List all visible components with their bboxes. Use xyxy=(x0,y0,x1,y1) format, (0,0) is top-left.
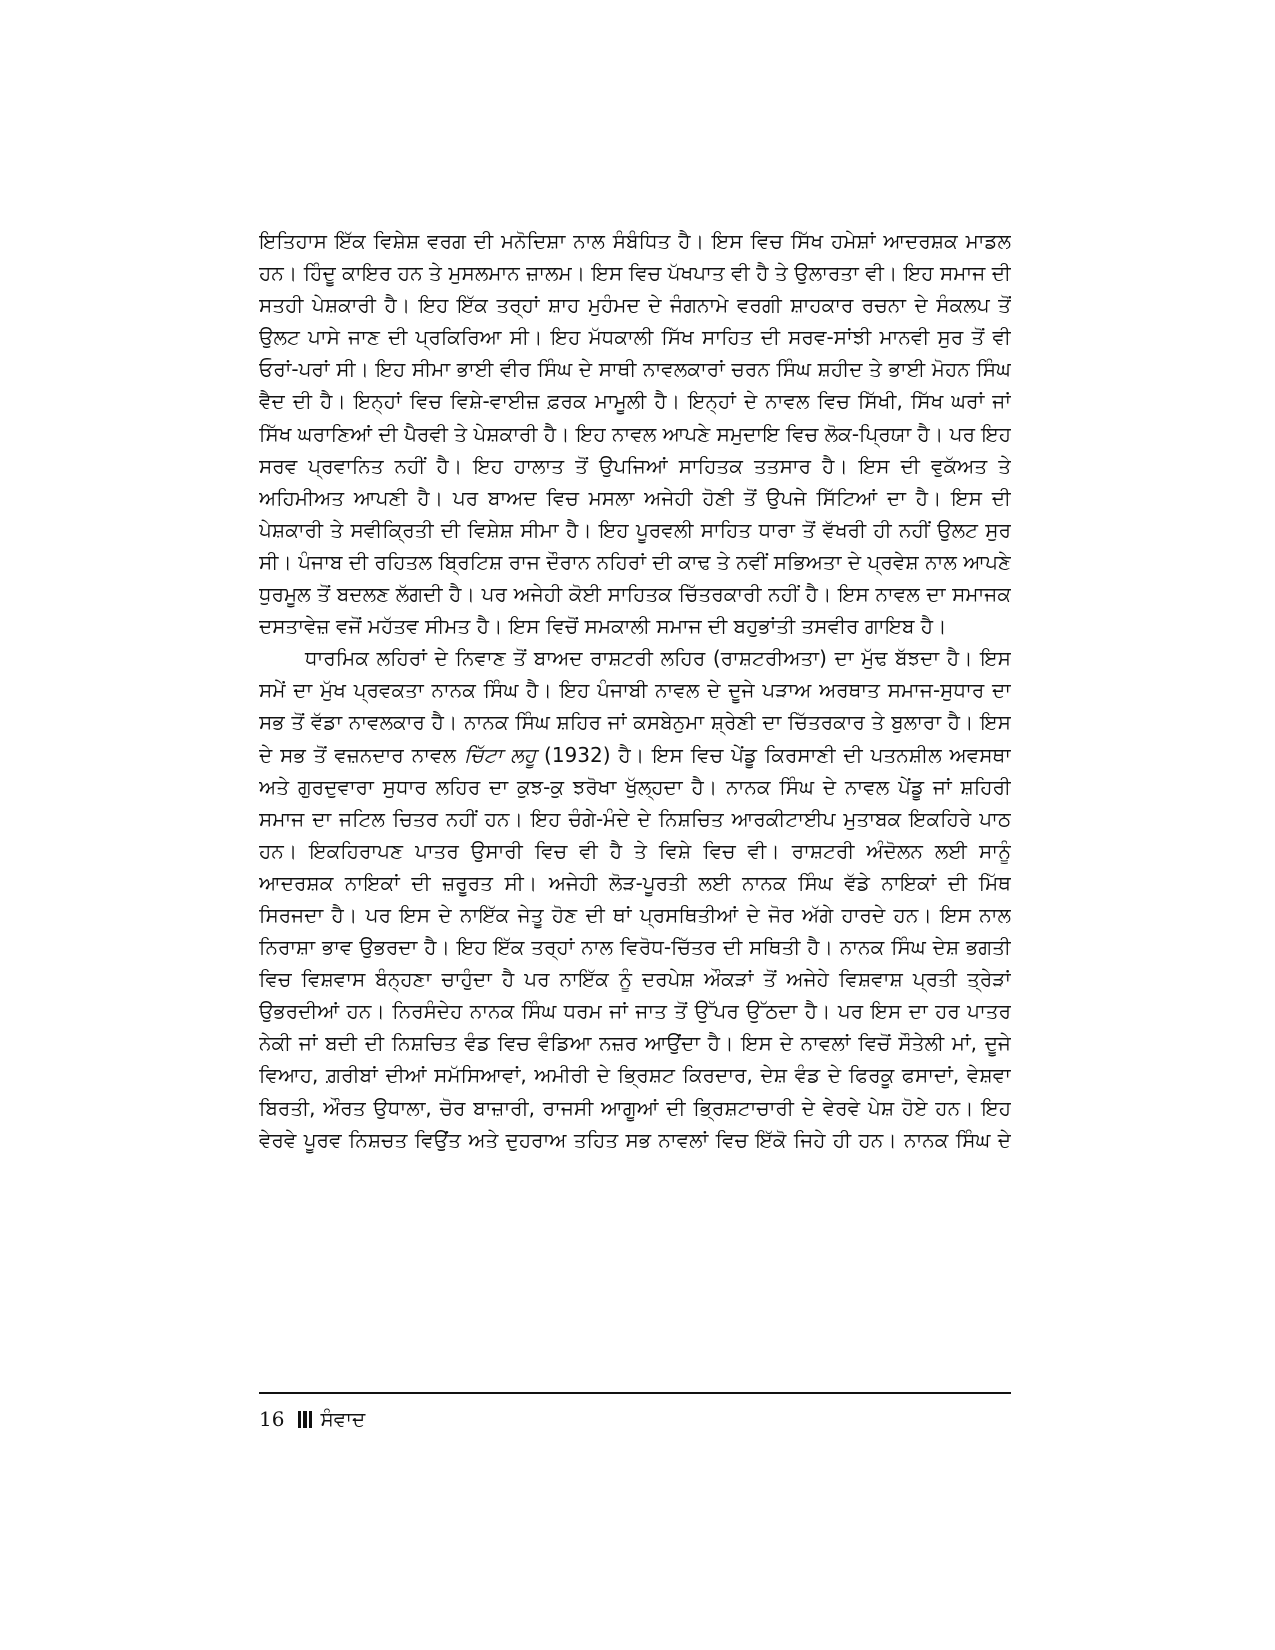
footer-rule xyxy=(259,1392,1011,1394)
novel-title: ਚਿੱਟਾ ਲਹੂ xyxy=(463,742,537,767)
body-paragraph-1: ਇਤਿਹਾਸ ਇੱਕ ਵਿਸ਼ੇਸ਼ ਵਰਗ ਦੀ ਮਨੋਦਿਸ਼ਾ ਨਾਲ ਸੰਬੰਧਿਤ ਹੈ। ਇਸ ਵਿਚ ਸਿੱਖ ਹਮੇਸ਼ਾਂ ਆਦਰਸ਼ਕ ਮਾਡਲ ਹਨ। ਹਿੰਦੂ ਕਾਇਰ ਹਨ ਤੇ ਮੁਸਲਮਾਨ ਜ਼ਾਲਮ। ਇਸ ਵਿਚ ਪੱਖਪਾਤ ਵੀ ਹੈ ਤੇ ਉਲਾਰਤਾ ਵੀ। ਇਹ ਸਮਾਜ ਦੀ ਸਤਹੀ ਪੇਸ਼ਕਾਰੀ ਹੈ। ਇਹ ਇੱਕ ਤਰ੍ਹਾਂ ਸ਼ਾਹ ਮੁਹੰਮਦ ਦੇ ਜੰਗਨਾਮੇ ਵਰਗੀ ਸ਼ਾਹਕਾਰ ਰਚਨਾ ਦੇ ਸੰਕਲਪ ਤੋਂ ਉਲਟ ਪਾਸੇ ਜਾਣ ਦੀ ਪ੍ਰਕਿਰਿਆ ਸੀ। ਇਹ ਮੱਧਕਾਲੀ ਸਿੱਖ ਸਾਹਿਤ ਦੀ ਸਰਵ-ਸਾਂਝੀ ਮਾਨਵੀ ਸੁਰ ਤੋਂ ਵੀ ਓਰਾਂ-ਪਰਾਂ ਸੀ। ਇਹ ਸੀਮਾ ਭਾਈ ਵੀਰ ਸਿੰਘ ਦੇ ਸਾਥੀ ਨਾਵਲਕਾਰਾਂ ਚਰਨ ਸਿੰਘ ਸ਼ਹੀਦ ਤੇ ਭਾਈ ਮੋਹਨ ਸਿੰਘ ਵੈਦ ਦੀ ਹੈ। ਇਨ੍ਹਾਂ ਵਿਚ ਵਿਸ਼ੇ-ਵਾਈਜ਼ ਫ਼ਰਕ ਮਾਮੂਲੀ ਹੈ। ਇਨ੍ਹਾਂ ਦੇ ਨਾਵਲ ਵਿਚ ਸਿੱਖੀ, ਸਿੱਖ ਘਰਾਂ ਜਾਂ ਸਿੱਖ ਘਰਾਣਿਆਂ ਦੀ ਪੈਰਵੀ ਤੇ ਪੇਸ਼ਕਾਰੀ ਹੈ। ਇਹ ਨਾਵਲ ਆਪਣੇ ਸਮੁਦਾਇ ਵਿਚ ਲੋਕ-ਪ੍ਰਿਯਾ ਹੈ। ਪਰ ਇਹ ਸਰਵ ਪ੍ਰਵਾਨਿਤ ਨਹੀਂ ਹੈ। ਇਹ ਹਾਲਾਤ ਤੋਂ ਉਪਜਿਆਂ ਸਾਹਿਤਕ ਤਤਸਾਰ ਹੈ। ਇਸ ਦੀ ਵੁਕੱਅਤ ਤੇ ਅਹਿਮੀਅਤ ਆਪਣੀ ਹੈ। ਪਰ ਬਾਅਦ ਵਿਚ ਮਸਲਾ ਅਜੇਹੀ ਹੋਣੀ ਤੋਂ ਉਪਜੇ ਸਿੱਟਿਆਂ ਦਾ ਹੈ। ਇਸ ਦੀ ਪੇਸ਼ਕਾਰੀ ਤੇ ਸਵੀਕ੍ਰਿਤੀ ਦੀ ਵਿਸ਼ੇਸ਼ ਸੀਮਾ ਹੈ। ਇਹ ਪੂਰਵਲੀ ਸਾਹਿਤ ਧਾਰਾ ਤੋਂ ਵੱਖਰੀ ਹੀ ਨਹੀਂ ਉਲਟ ਸੁਰ ਸੀ। ਪੰਜਾਬ ਦੀ ਰਹਿਤਲ ਬ੍ਰਿਟਿਸ਼ ਰਾਜ ਦੌਰਾਨ ਨਹਿਰਾਂ ਦੀ ਕਾਢ ਤੇ ਨਵੀਂ ਸਭਿਅਤਾ ਦੇ ਪ੍ਰਵੇਸ਼ ਨਾਲ ਆਪਣੇ ਧੁਰਮੂਲ ਤੋਂ ਬਦਲਣ ਲੱਗਦੀ ਹੈ। ਪਰ ਅਜੇਹੀ ਕੋਈ ਸਾਹਿਤਕ ਚਿੱਤਰਕਾਰੀ ਨਹੀਂ ਹੈ। ਇਸ ਨਾਵਲ ਦਾ ਸਮਾਜਕ ਦਸਤਾਵੇਜ਼ ਵਜੋਂ ਮਹੱਤਵ ਸੀਮਤ ਹੈ। ਇਸ ਵਿਚੋਂ ਸਮਕਾਲੀ ਸਮਾਜ ਦੀ ਬਹੁਭਾਂਤੀ ਤਸਵੀਰ ਗਾਇਬ ਹੈ। xyxy=(259,229,1011,639)
page-footer xyxy=(259,1404,365,1434)
paragraph-2-text-start: ਧਾਰਮਿਕ ਲਹਿਰਾਂ ਦੇ ਨਿਵਾਣ ਤੋਂ ਬਾਅਦ ਰਾਸ਼ਟਰੀ ਲਹਿਰ (ਰਾਸ਼ਟਰੀਅਤਾ) ਦਾ ਮੁੱਢ ਬੱਝਦਾ ਹੈ। ਇਸ ਸਮੇਂ ਦਾ ਮੁੱਖ ਪ੍ਰਵਕਤਾ ਨਾਨਕ ਸਿੰਘ ਹੈ। ਇਹ ਪੰਜਾਬੀ ਨਾਵਲ ਦੇ ਦੂਜੇ ਪੜਾਅ ਅਰਥਾਤ ਸਮਾਜ-ਸੁਧਾਰ ਦਾ ਸਭ ਤੋਂ ਵੱਡਾ ਨਾਵਲਕਾਰ ਹੈ। ਨਾਨਕ ਸਿੰਘ ਸ਼ਹਿਰ ਜਾਂ ਕਸਬੇਨੁਮਾ ਸ਼੍ਰੇਣੀ ਦਾ ਚਿੱਤਰਕਾਰ ਤੇ ਬੁਲਾਰਾ ਹੈ। ਇਸ ਦੇ ਸਭ ਤੋਂ ਵਜ਼ਨਦਾਰ ਨਾਵਲ xyxy=(259,646,1011,767)
body-paragraph-2 xyxy=(259,642,1011,1156)
journal-name: ਸੰਵਾਦ xyxy=(320,1407,366,1431)
page-number: 16 xyxy=(259,1407,285,1431)
bars-icon xyxy=(298,1411,312,1428)
main-text xyxy=(259,225,1011,1375)
paragraph-2-text-end: (1932) ਹੈ। ਇਸ ਵਿਚ ਪੇਂਡੂ ਕਿਰਸਾਣੀ ਦੀ ਪਤਨਸ਼ੀਲ ਅਵਸਥਾ ਅਤੇ ਗੁਰਦੁਵਾਰਾ ਸੁਧਾਰ ਲਹਿਰ ਦਾ ਕੁਝ-ਕੁ ਝਰੋਖਾ ਖੁੱਲ੍ਹਦਾ ਹੈ। ਨਾਨਕ ਸਿੰਘ ਦੇ ਨਾਵਲ ਪੇਂਡੂ ਜਾਂ ਸ਼ਹਿਰੀ ਸਮਾਜ ਦਾ ਜਟਿਲ ਚਿਤਰ ਨਹੀਂ ਹਨ। ਇਹ ਚੰਗੇ-ਮੰਦੇ ਦੇ ਨਿਸ਼ਚਿਤ ਆਰਕੀਟਾਈਪ ਮੁਤਾਬਕ ਇਕਹਿਰੇ ਪਾਠ ਹਨ। ਇਕਹਿਰਾਪਣ ਪਾਤਰ ਉਸਾਰੀ ਵਿਚ ਵੀ ਹੈ ਤੇ ਵਿਸ਼ੇ ਵਿਚ ਵੀ। ਰਾਸ਼ਟਰੀ ਅੰਦੋਲਨ ਲਈ ਸਾਨੂੰ ਆਦਰਸ਼ਕ ਨਾਇਕਾਂ ਦੀ ਜ਼ਰੂਰਤ ਸੀ। ਅਜੇਹੀ ਲੋੜ-ਪੂਰਤੀ ਲਈ ਨਾਨਕ ਸਿੰਘ ਵੱਡੇ ਨਾਇਕਾਂ ਦੀ ਮਿੱਥ ਸਿਰਜਦਾ ਹੈ। ਪਰ ਇਸ ਦੇ ਨਾਇੱਕ ਜੇਤੂ ਹੋਣ ਦੀ ਥਾਂ ਪ੍ਰਸਥਿਤੀਆਂ ਦੇ ਜੋਰ ਅੱਗੇ ਹਾਰਦੇ ਹਨ। ਇਸ ਨਾਲ ਨਿਰਾਸ਼ਾ ਭਾਵ ਉਭਰਦਾ ਹੈ। ਇਹ ਇੱਕ ਤਰ੍ਹਾਂ ਨਾਲ ਵਿਰੋਧ-ਚਿੱਤਰ ਦੀ ਸਥਿਤੀ ਹੈ। ਨਾਨਕ ਸਿੰਘ ਦੇਸ਼ ਭਗਤੀ ਵਿਚ ਵਿਸ਼ਵਾਸ ਬੰਨ੍ਹਣਾ ਚਾਹੁੰਦਾ ਹੈ ਪਰ ਨਾਇੱਕ ਨੂੰ ਦਰਪੇਸ਼ ਔਕੜਾਂ ਤੋਂ ਅਜੇਹੇ ਵਿਸ਼ਵਾਸ਼ ਪ੍ਰਤੀ ਤ੍ਰੇੜਾਂ ਉਭਰਦੀਆਂ ਹਨ। ਨਿਰਸੰਦੇਹ ਨਾਨਕ ਸਿੰਘ ਧਰਮ ਜਾਂ ਜਾਤ ਤੋਂ ਉੱਪਰ ਉੱਠਦਾ ਹੈ। ਪਰ ਇਸ ਦਾ ਹਰ ਪਾਤਰ ਨੇਕੀ ਜਾਂ ਬਦੀ ਦੀ ਨਿਸ਼ਚਿਤ ਵੰਡ ਵਿਚ ਵੰਡਿਆ ਨਜ਼ਰ ਆਉਂਦਾ ਹੈ। ਇਸ ਦੇ ਨਾਵਲਾਂ ਵਿਚੋਂ ਸੌਤੇਲੀ ਮਾਂ, ਦੂਜੇ ਵਿਆਹ, ਗ਼ਰੀਬਾਂ ਦੀਆਂ ਸਮੱਸਿਆਵਾਂ, ਅਮੀਰੀ ਦੇ ਭ੍ਰਿਸ਼ਟ ਕਿਰਦਾਰ, ਦੇਸ਼ ਵੰਡ ਦੇ ਫਿਰਕੂ ਫਸਾਦਾਂ, ਵੇਸ਼ਵਾ ਬਿਰਤੀ, ਔਰਤ ਉਧਾਲਾ, ਚੋਰ ਬਾਜ਼ਾਰੀ, ਰਾਜਸੀ ਆਗੂਆਂ ਦੀ ਭ੍ਰਿਸ਼ਟਾਚਾਰੀ ਦੇ ਵੇਰਵੇ ਪੇਸ਼ ਹੋਏ ਹਨ। ਇਹ ਵੇਰਵੇ ਪੂਰਵ ਨਿਸ਼ਚਤ ਵਿਉਂਤ ਅਤੇ ਦੁਹਰਾਅ ਤਹਿਤ ਸਭ ਨਾਵਲਾਂ ਵਿਚ ਇੱਕੋ ਜਿਹੇ ਹੀ ਹਨ। ਨਾਨਕ ਸਿੰਘ ਦੇ xyxy=(259,742,1011,1152)
